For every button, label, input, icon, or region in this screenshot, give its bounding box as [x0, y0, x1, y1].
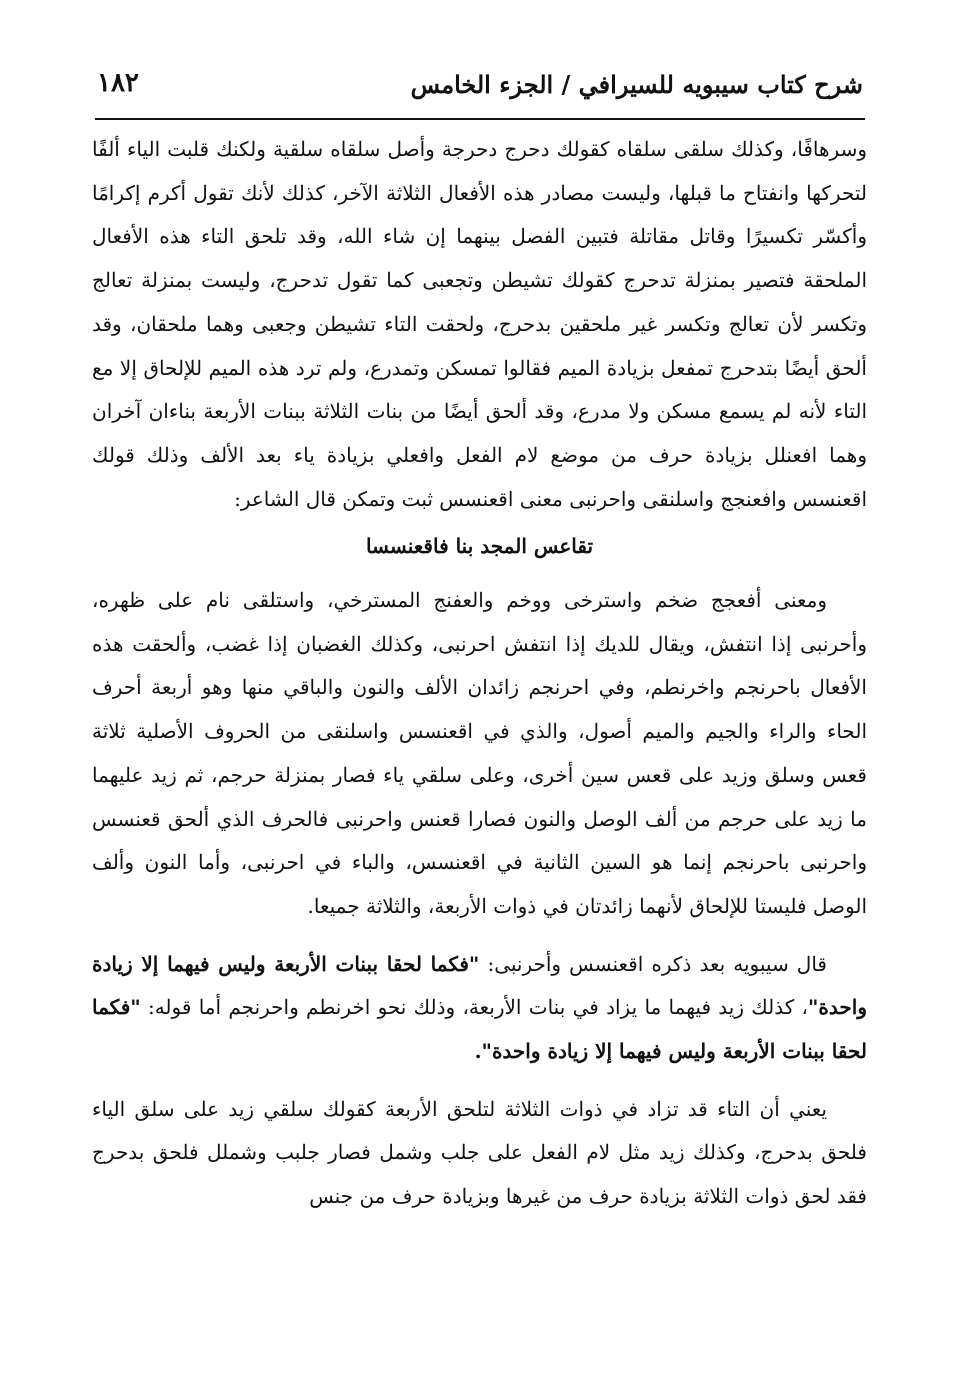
- quotation-1: "فكما لحقا ببنات الأربعة وليس فيهما إلا زيادة واحدة": [92, 951, 867, 1020]
- running-title: شرح كتاب سيبويه للسيرافي / الجزء الخامس: [410, 70, 863, 99]
- paragraph-3-middle: ، كذلك زيد فيهما ما يزاد في بنات الأربعة، وذلك نحو اخرنطم واحرنجم أما قوله:: [140, 995, 809, 1020]
- page-body: [92, 128, 867, 1219]
- header-rule: [95, 118, 865, 120]
- paragraph-4: يعني أن التاء قد تزاد في ذوات الثلاثة لتلحق الأربعة كقولك سلقي زيد على سلق الياء فلحق بدحرج، وكذلك زيد مثل لام الفعل على جلب وشمل فصار جلبب وشملل فلحق بدحرج فقد لحق ذوات الثلاثة بزيادة حرف من غيرها وبزيادة حرف من جنس: [92, 1096, 867, 1209]
- paragraph-3-intro: قال سيبويه بعد ذكره اقعنسس وأحرنبى:: [479, 951, 827, 976]
- quotation-2: "فكما لحقا ببنات الأربعة وليس فيهما إلا زيادة واحدة".: [92, 995, 867, 1064]
- paragraph-1: وسرهافًا، وكذلك سلقى سلقاه كقولك دحرج دحرجة وأصل سلقاه سلقية ولكنك قلبت الياء ألفًا لتحركها وانفتاح ما قبلها، وليست مصادر هذه الأفعال الثلاثة الآخر، كذلك لأنك تقول أكرم إكرامًا وأكسّر تكسيرًا وقاتل مقاتلة فتبين الفصل بينهما إن شاء الله، وقد تلحق التاء هذه الأفعال الملحقة فتصير بمنزلة تدحرج كقولك تشيطن وتجعبى كما تقول تدحرج، وليست بمنزلة تعالج وتكسر لأن تعالج وتكسر غير ملحقين بدحرج، ولحقت التاء تشيطن وجعبى وهما ملحقان، وقد ألحق أيضًا بتدحرج تمفعل بزيادة الميم فقالوا تمسكن وتمدرع، ولم ترد هذه الميم للإلحاق إلا مع التاء لأنه لم يسمع مسكن ولا مدرع، وقد ألحق أيضًا من بنات الثلاثة ببنات الأربعة بناءان آخران وهما افعنلل بزيادة حرف من موضع لام الفعل وافعلي بزيادة ياء بعد الألف وذلك قولك اقعنسس وافعنجج واسلنقى واحرنبى معنى اقعنسس ثبت وتمكن قال الشاعر:: [92, 137, 867, 511]
- paragraph-2: ومعنى أفعجج ضخم واسترخى ووخم والعفنج المسترخي، واستلقى نام على ظهره، وأحرنبى إذا انتفش، ويقال للديك إذا انتفش احرنبى، وكذلك الغضبان إذا غضب، وألحقت هذه الأفعال باحرنجم واخرنطم، وفي احرنجم زائدان الألف والنون والباقي منها وهو أربعة أحرف الحاء والراء والجيم والميم أصول، والذي في اقعنسس واسلنقى من الحروف الأصلية ثلاثة قعس وسلق وزيد على قعس سين أخرى، وعلى سلقي ياء فصار بمنزلة حرجم، ثم زيد عليهما ما زيد على حرجم من ألف الوصل والنون فصارا قعنس واحرنبى فالحرف الذي ألحق قعنسس واحرنبى باحرنجم إنما هو السين الثانية في اقعنسس، والباء في احرنبى، وأما النون وألف الوصل فليستا للإلحاق لأنهما زائدتان في ذوات الأربعة، والثلاثة جميعا.: [92, 588, 867, 918]
- paragraph-3: [92, 943, 867, 1074]
- verse-line: تقاعس المجد بنا فاقعنسسا: [365, 534, 594, 559]
- page-number: ١٨٢: [97, 68, 139, 98]
- page-header: [95, 62, 863, 112]
